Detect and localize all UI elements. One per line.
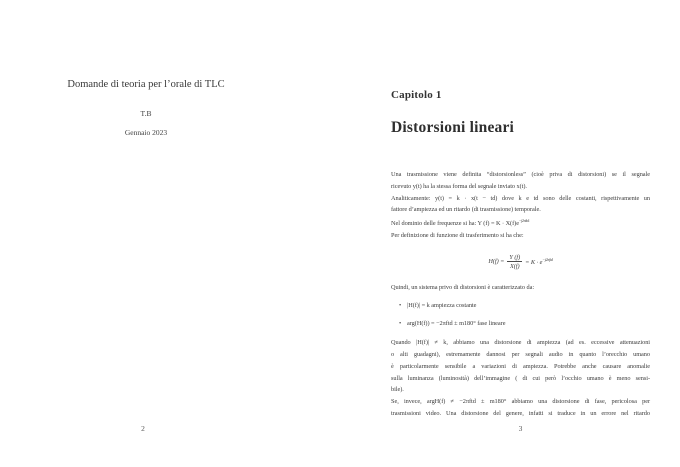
formula-fraction <box>507 254 522 270</box>
formula-numerator: Y (f) <box>509 253 521 261</box>
formula-denominator: X(f) <box>509 262 520 270</box>
paragraph-amplitude-distortion <box>391 337 650 396</box>
text-line: o alti guadagni), estremamente dannosi per segnali audio in quanto l’orecchio umano <box>391 351 650 359</box>
distortion-free-conditions-list <box>391 300 650 331</box>
text-line: Se, invece, argH(f) ≠ −2πftd ± m180° abbiamo una distorsione di fase, pericolosa per <box>391 398 650 406</box>
text-line: Analiticamente: y(t) = k · x(t − td) dove k e td sono delle costanti, rispettivamente un <box>391 194 650 202</box>
text-line: bile). <box>391 386 404 394</box>
text-line: Quando |H(f)| ≠ k, abbiamo una distorsione di ampiezza (ad es. eccessive attenuazioni <box>391 339 650 347</box>
list-item: • arg(H(f)) = −2πftd ± m180° fase lineare <box>407 318 650 330</box>
paragraph-distorsionless <box>391 169 650 242</box>
formula-exponent: −j2πftd <box>542 257 553 262</box>
text-line: ricevuto y(t) ha la stessa forma del segnale inviato x(t). <box>391 182 527 190</box>
chapter-label: Capitolo 1 <box>391 89 442 101</box>
left-page <box>13 0 279 467</box>
formula-rhs: = $K \cdot e^{-j2\pi ftd}$ <box>525 257 553 266</box>
document-title: Domande di teoria per l’orale di TLC <box>67 79 225 90</box>
chapter-body <box>391 169 650 420</box>
chapter-title: Distorsioni lineari <box>391 119 515 136</box>
text-line: Quindi, un sistema privo di distorsioni è caratterizzato da: <box>391 283 535 291</box>
bullet-icon: • <box>399 301 402 309</box>
text-line: Nel dominio delle frequenze si ha: Y $(f) = K \cdot X(f)e^{-j2\pi ftd}$ <box>391 219 530 228</box>
text-line: è particolarmente sensibile a variazioni di ampiezza. Potrebbe anche causare anomalie <box>391 362 650 370</box>
list-item: • |H(f)| = k ampiezza costante <box>407 300 650 312</box>
text-line: Una trasmissione viene definita “distorsionless” (cioè priva di distorsioni) se il segnale <box>391 171 650 178</box>
text-line: Per definizione di funzione di trasferimento si ha che: <box>391 232 524 240</box>
text-line: fattore d’ampiezza ed un ritardo (di trasmissione) temporale. <box>391 206 541 214</box>
paragraph-quindi <box>391 282 650 294</box>
formula-exponent: −j2πftd <box>518 219 530 224</box>
right-page <box>391 0 650 467</box>
transfer-function-formula <box>391 254 650 270</box>
document-author: T.B <box>140 109 152 118</box>
page-number-left: 2 <box>141 424 145 433</box>
formula-lhs: H(f) = <box>488 258 505 266</box>
paragraph-phase-distortion <box>391 396 650 420</box>
document-date: Gennaio 2023 <box>124 128 168 137</box>
page-number-right: 3 <box>518 424 523 433</box>
bullet-icon: • <box>399 320 402 328</box>
text-line: trasmissioni video. Una distorsione del genere, infatti si traduce in un errore nel ritardo <box>391 410 650 418</box>
text-line: sulla luminanza (luminosità) dell’immagine ( di cui però l’occhio umano è meno sensi- <box>391 374 650 382</box>
